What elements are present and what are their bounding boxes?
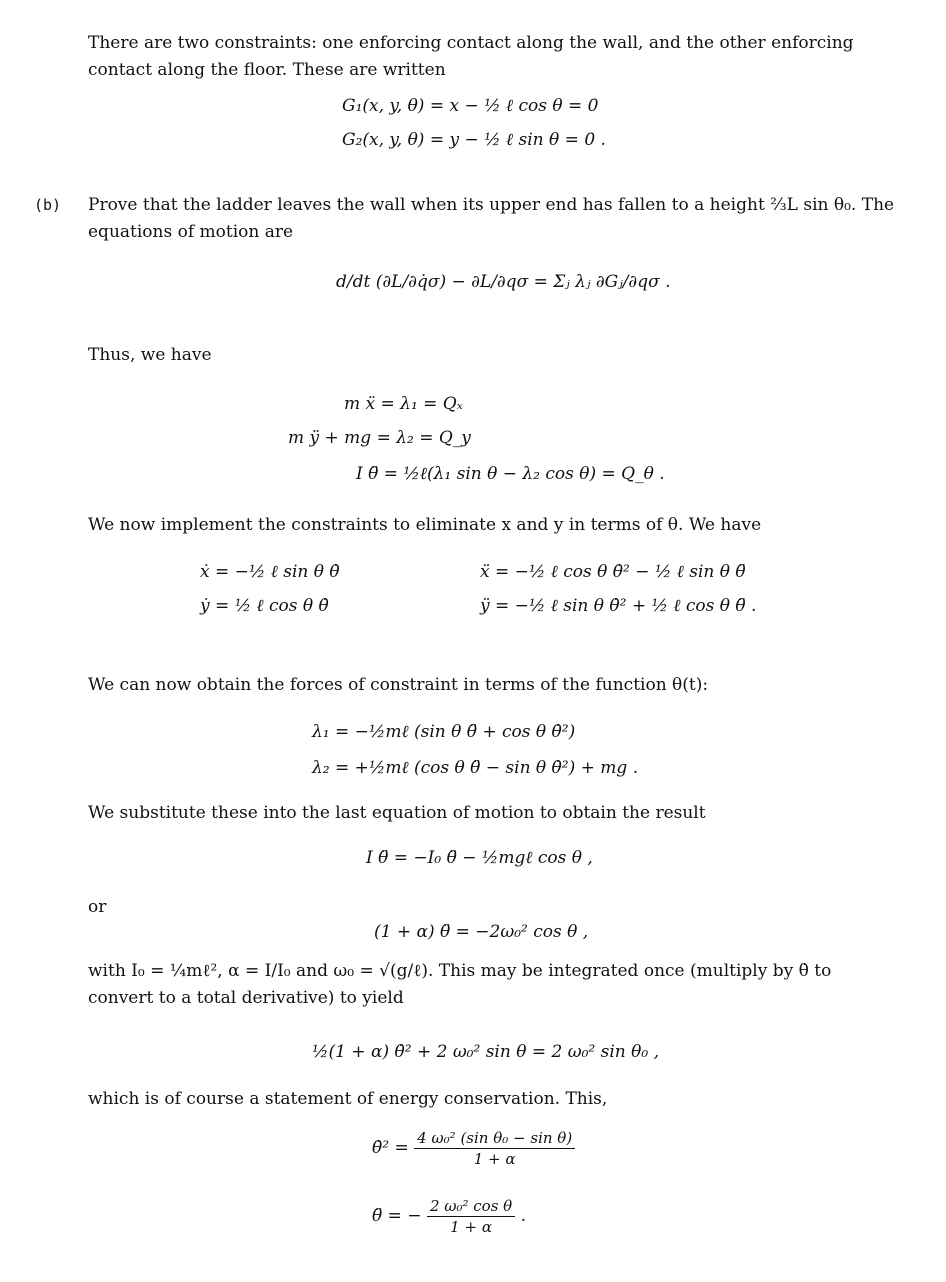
or-paragraph: or — [88, 897, 107, 917]
eom-x-equation: m ẍ = λ₁ = Qₓ — [344, 394, 463, 414]
thetadot-squared-numerator: 4 ω₀² (sin θ₀ − sin θ) — [414, 1128, 575, 1149]
thetaddot-lhs: θ̈ = − — [372, 1206, 422, 1226]
constraint-g1-equation: G₁(x, y, θ) = x − ½ ℓ cos θ = 0 — [342, 96, 599, 116]
thus-paragraph: Thus, we have — [88, 345, 212, 365]
energy-conservation-paragraph: which is of course a statement of energy conservation. This, — [88, 1089, 608, 1109]
substitute-paragraph: We substitute these into the last equation of motion to obtain the result — [88, 803, 706, 823]
lambda1-equation: λ₁ = −½mℓ (sin θ θ̈ + cos θ θ̇²) — [312, 722, 576, 742]
part-b-label: (b) — [34, 196, 62, 214]
yddot-equation: ÿ = −½ ℓ sin θ θ̇² + ½ ℓ cos θ θ̈ . — [480, 596, 757, 616]
constraints-intro-paragraph: There are two constraints: one enforcing contact along the wall, and the other enforcing contact along the floor. These are written — [88, 33, 854, 80]
thetaddot-numerator: 2 ω₀² cos θ — [427, 1196, 515, 1217]
thetaddot-tail: . — [520, 1206, 527, 1226]
with-paragraph: with I₀ = ¼mℓ², α = I/I₀ and ω₀ = √(g/ℓ). This may be integrated once (multiply by θ̇ to convert to a total derivative) to yield — [88, 961, 832, 1008]
thetaddot-fraction — [427, 1196, 515, 1237]
result-equation-2: (1 + α) θ̈ = −2ω₀² cos θ , — [374, 922, 589, 942]
forces-paragraph: We can now obtain the forces of constraint in terms of the function θ(t): — [88, 675, 709, 695]
constraint-g2-equation: G₂(x, y, θ) = y − ½ ℓ sin θ = 0 . — [342, 130, 606, 150]
thetadot-squared-denominator: 1 + α — [473, 1150, 516, 1168]
eom-theta-equation: I θ̈ = ½ℓ(λ₁ sin θ − λ₂ cos θ) = Q_θ . — [356, 464, 665, 484]
thetadot-squared-equation — [372, 1128, 575, 1169]
thetadot-squared-lhs: θ̇² = — [372, 1138, 409, 1158]
result-equation-1: I θ̈ = −I₀ θ̈ − ½mgℓ cos θ , — [366, 848, 593, 868]
thetadot-squared-fraction — [414, 1128, 575, 1169]
thetaddot-equation — [372, 1196, 526, 1237]
implement-constraints-paragraph: We now implement the constraints to eliminate x and y in terms of θ. We have — [88, 515, 762, 535]
lagrange-equation-general: d/dt (∂L/∂q̇σ) − ∂L/∂qσ = Σⱼ λⱼ ∂Gⱼ/∂qσ . — [336, 272, 671, 292]
part-b-paragraph: Prove that the ladder leaves the wall when its upper end has fallen to a height ⅔L sin θ₀. The equations of motion are — [88, 195, 895, 242]
eom-y-equation: m ÿ + mg = λ₂ = Q_y — [288, 428, 471, 448]
energy-integral-equation: ½(1 + α) θ̇² + 2 ω₀² sin θ = 2 ω₀² sin θ₀ , — [312, 1042, 659, 1062]
xdot-equation: ẋ = −½ ℓ sin θ θ̇ — [200, 562, 340, 582]
ydot-equation: ẏ = ½ ℓ cos θ θ̇ — [200, 596, 329, 616]
xddot-equation: ẍ = −½ ℓ cos θ θ̇² − ½ ℓ sin θ θ̈ — [480, 562, 746, 582]
thetaddot-denominator: 1 + α — [450, 1218, 492, 1236]
lambda2-equation: λ₂ = +½mℓ (cos θ θ̈ − sin θ θ̇²) + mg . — [312, 758, 639, 778]
